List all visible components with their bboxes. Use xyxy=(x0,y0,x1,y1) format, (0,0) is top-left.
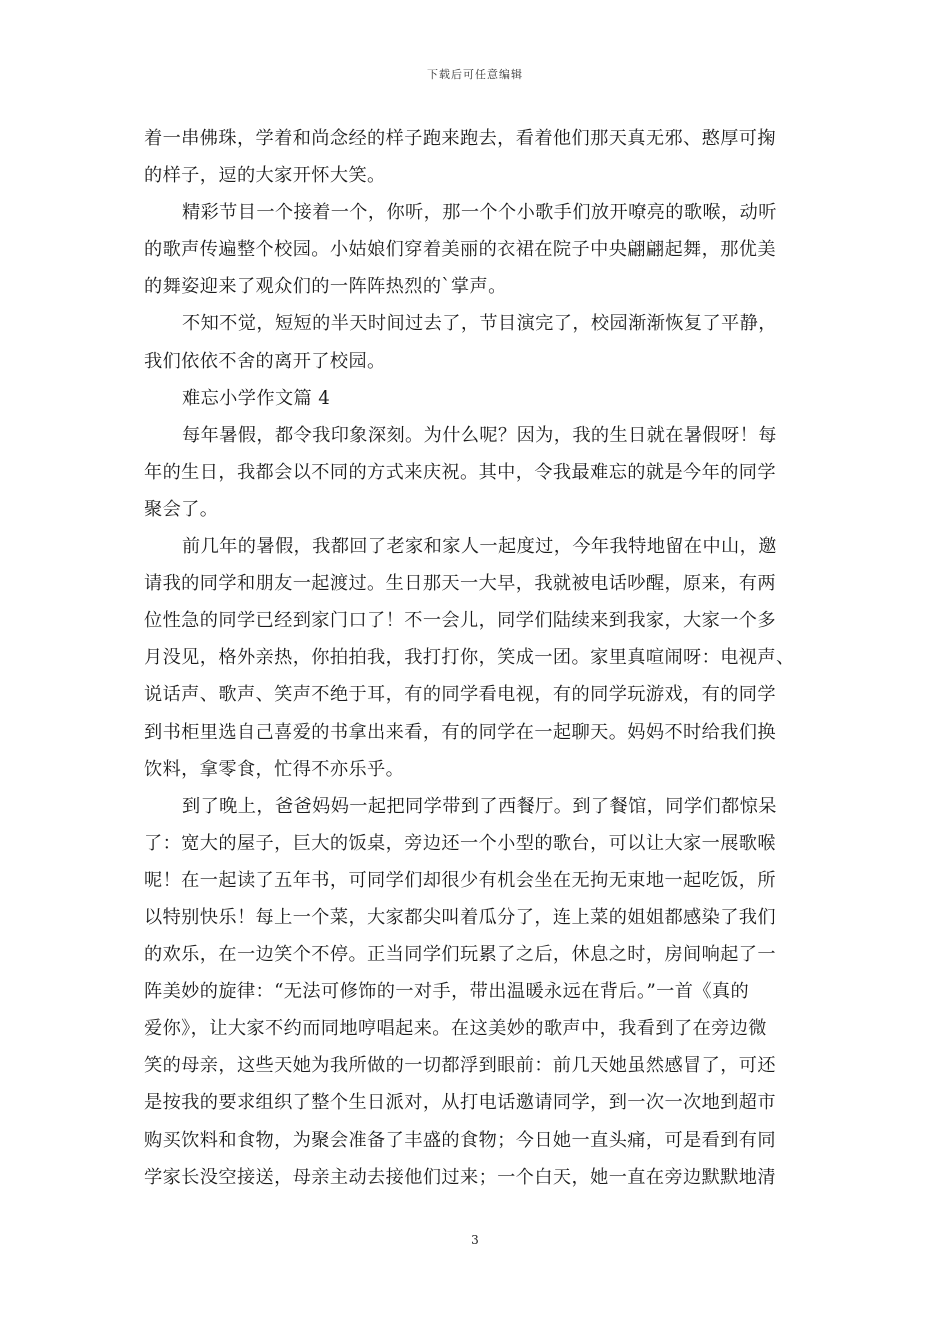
text-line: 请我的同学和朋友一起渡过。生日那天一大早，我就被电话吵醒，原来，有两 xyxy=(144,573,776,595)
paragraph-start-line: 精彩节目一个接着一个，你听，那一个个小歌手们放开嘹亮的歌喉，动听 xyxy=(182,202,777,224)
text-line: 的舞姿迎来了观众们的一阵阵热烈的`掌声。 xyxy=(144,276,507,298)
paragraph-start-line: 不知不觉，短短的半天时间过去了，节目演完了，校园渐渐恢复了平静， xyxy=(182,313,777,335)
text-line: 位性急的同学已经到家门口了！不一会儿，同学们陆续来到我家，大家一个多 xyxy=(144,610,776,632)
text-line: 说话声、歌声、笑声不绝于耳，有的同学看电视，有的同学玩游戏，有的同学 xyxy=(144,684,776,706)
paragraph-start-line: 到了晚上，爸爸妈妈一起把同学带到了西餐厅。到了餐馆，同学们都惊呆 xyxy=(182,795,777,817)
text-line: 呢！在一起读了五年书，可同学们却很少有机会坐在无拘无束地一起吃饭，所 xyxy=(144,869,776,891)
paragraph-start-line: 每年暑假，都令我印象深刻。为什么呢？因为，我的生日就在暑假呀！每 xyxy=(182,424,777,446)
text-line: 着一串佛珠，学着和尚念经的样子跑来跑去，看着他们那天真无邪、憨厚可掬 xyxy=(144,128,776,149)
text-line: 购买饮料和食物，为聚会准备了丰盛的食物；今日她一直头痛，可是看到有同 xyxy=(144,1129,776,1151)
text-line: 爱你》，让大家不约而同地哼唱起来。在这美妙的歌声中，我看到了在旁边微 xyxy=(144,1018,767,1040)
text-line: 的欢乐，在一边笑个不停。正当同学们玩累了之后，休息之时，房间响起了一 xyxy=(144,944,776,966)
text-line: 了：宽大的屋子，巨大的饭桌，旁边还一个小型的歌台，可以让大家一展歌喉 xyxy=(144,832,776,854)
text-line: 以特别快乐！每上一个菜，大家都尖叫着瓜分了，连上菜的姐姐都感染了我们 xyxy=(144,906,776,928)
document-body xyxy=(144,120,809,1196)
text-line: 阵美妙的旋律：“无法可修饰的一对手，带出温暖永远在背后。”一首《真的 xyxy=(144,981,750,1003)
text-line: 的歌声传遍整个校园。小姑娘们穿着美丽的衣裙在院子中央翩翩起舞，那优美 xyxy=(144,239,776,261)
text-line: 饮料，拿零食，忙得不亦乐乎。 xyxy=(144,758,405,780)
text-line: 笑的母亲，这些天她为我所做的一切都浮到眼前：前几天她虽然感冒了，可还 xyxy=(144,1055,776,1077)
text-line: 年的生日，我都会以不同的方式来庆祝。其中，令我最难忘的就是今年的同学 xyxy=(144,461,776,483)
paragraph-start-line: 前几年的暑假，我都回了老家和家人一起度过，今年我特地留在中山，邀 xyxy=(182,536,777,558)
text-line: 月没见，格外亲热，你拍拍我，我打打你，笑成一团。家里真喧闹呀：电视声、 xyxy=(144,647,795,669)
text-line: 的样子，逗的大家开怀大笑。 xyxy=(144,165,386,187)
text-line: 我们依依不舍的离开了校园。 xyxy=(144,350,386,372)
text-line: 是按我的要求组织了整个生日派对，从打电话邀请同学，到一次一次地到超市 xyxy=(144,1092,776,1114)
section-heading: 难忘小学作文篇 4 xyxy=(182,387,331,409)
page-number: 3 xyxy=(471,1233,479,1247)
text-line: 聚会了。 xyxy=(144,498,219,520)
text-line: 到书柜里选自己喜爱的书拿出来看，有的同学在一起聊天。妈妈不时给我们换 xyxy=(144,721,776,743)
text-line: 学家长没空接送，母亲主动去接他们过来；一个白天，她一直在旁边默默地清 xyxy=(144,1166,776,1188)
page-header: 下载后可任意编辑 xyxy=(427,68,523,81)
